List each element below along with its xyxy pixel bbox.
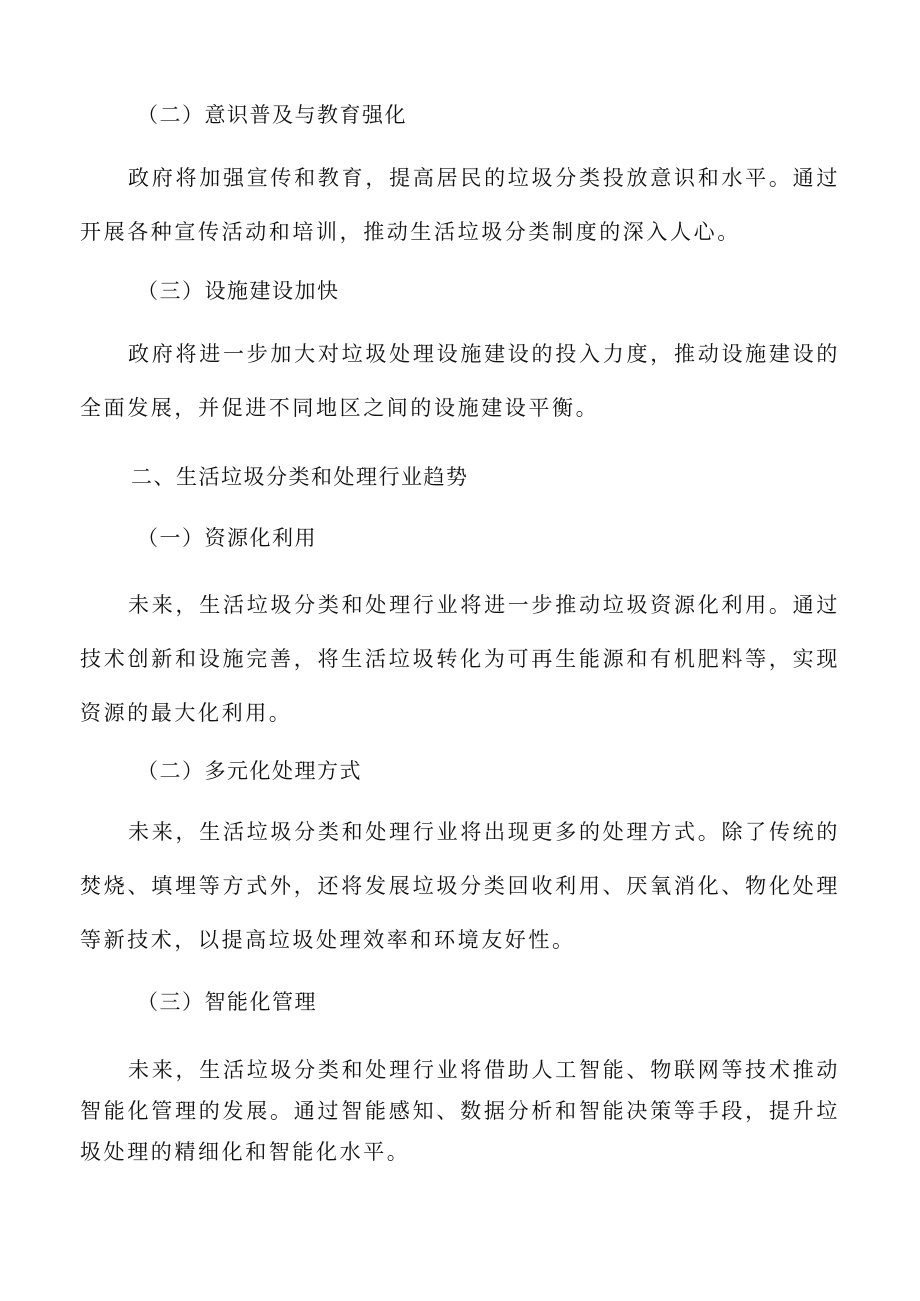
paragraph-intelligent-management: 未来，生活垃圾分类和处理行业将借助人工智能、物联网等技术推动智能化管理的发展。通过智能感知、数据分析和智能决策等手段，提升垃圾处理的精细化和智能化水平。: [80, 1058, 840, 1164]
paragraph-resource-utilization: 未来，生活垃圾分类和处理行业将进一步推动垃圾资源化利用。通过技术创新和设施完善，将生活垃圾转化为可再生能源和有机肥料等，实现资源的最大化利用。: [80, 593, 840, 725]
paragraph-facility-construction: 政府将进一步加大对垃圾处理设施建设的投入力度，推动设施建设的全面发展，并促进不同地区之间的设施建设平衡。: [80, 342, 840, 420]
paragraph-awareness-education: 政府将加强宣传和教育，提高居民的垃圾分类投放意识和水平。通过开展各种宣传活动和培训，推动生活垃圾分类制度的深入人心。: [80, 166, 840, 244]
paragraph-diversified-processing: 未来，生活垃圾分类和处理行业将出现更多的处理方式。除了传统的焚烧、填埋等方式外，还将发展垃圾分类回收利用、厌氧消化、物化处理等新技术，以提高垃圾处理效率和环境友好性。: [80, 820, 840, 952]
subheading-awareness-education: （二）意识普及与教育强化: [137, 103, 407, 127]
subheading-intelligent-management: （三）智能化管理: [137, 990, 317, 1014]
subheading-facility-construction: （三）设施建设加快: [137, 279, 340, 303]
section-heading-industry-trends: 二、生活垃圾分类和处理行业趋势: [131, 465, 469, 489]
subheading-resource-utilization: （一）资源化利用: [137, 526, 317, 550]
subheading-diversified-processing: （二）多元化处理方式: [137, 759, 362, 783]
